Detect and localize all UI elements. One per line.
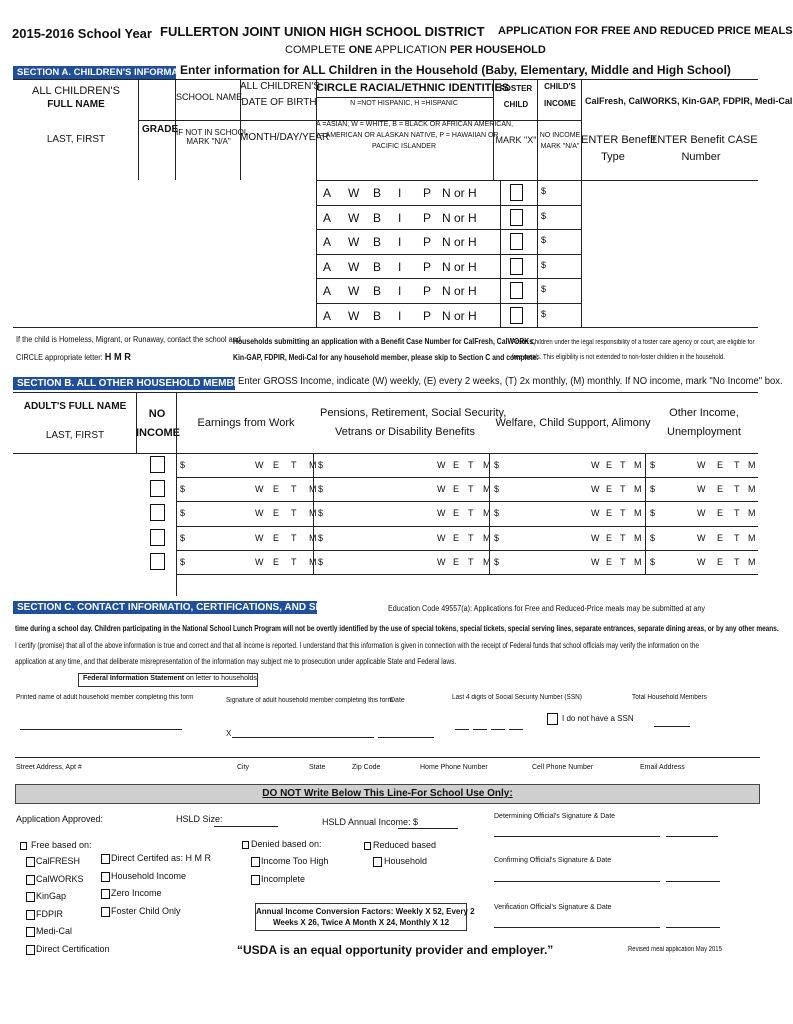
freq-e[interactable]: E <box>273 556 280 567</box>
label-incomplete: Incomplete <box>261 874 306 884</box>
income-dollar: $ <box>650 508 656 519</box>
label-reduced-household: Household <box>384 856 428 866</box>
row-divider <box>316 303 581 304</box>
label-income-too-high: Income Too High <box>261 856 329 866</box>
freq-w[interactable]: W <box>255 532 264 543</box>
freq-e[interactable]: E <box>717 556 724 567</box>
label-signature: Signature of adult household member completing this form <box>226 697 393 704</box>
freq-t[interactable]: T <box>291 460 297 470</box>
ethnicity-choice[interactable]: N or H <box>442 284 477 298</box>
foster-checkbox[interactable] <box>510 258 523 275</box>
foster-checkbox[interactable] <box>510 209 523 226</box>
freq-m[interactable]: M <box>748 484 756 495</box>
certify-line-2: application at any time, and that deliberate misrepresentation of the information may subject me to prosecution under applicable State and Federal laws. <box>15 657 457 666</box>
row-divider <box>316 205 581 206</box>
freq-t[interactable]: T <box>734 508 740 519</box>
foster-col-border <box>537 180 538 327</box>
label-ssn: Last 4 digits of Social Security Number (SSN) <box>452 694 582 701</box>
ethnicity-choice[interactable]: N or H <box>442 235 477 249</box>
income-dollar: $ <box>180 460 186 470</box>
row-divider <box>316 254 581 255</box>
education-code-cont: time during a school day. Children participating in the National School Lunch Program will not be overtly identified by the use of special tokens, special tickets, special serving lines, separate entrances, separate dining areas, or by any other means. <box>15 624 779 633</box>
label-free-based: Free based on: <box>31 840 92 850</box>
freq-w[interactable]: W <box>697 508 706 519</box>
freq-t[interactable]: T <box>620 460 626 470</box>
freq-m[interactable]: M <box>309 484 317 495</box>
freq-e[interactable]: E <box>273 484 280 495</box>
freq-m[interactable]: M <box>309 556 317 567</box>
income-col-border <box>313 550 314 574</box>
det-date-line[interactable] <box>666 836 718 837</box>
hh-income-checkbox[interactable] <box>101 872 110 882</box>
race-letter-b[interactable]: B <box>373 186 382 200</box>
label-street: Street Address, Apt # <box>16 764 82 771</box>
label-foster-only: Foster Child Only <box>111 906 181 916</box>
total-members-line[interactable] <box>654 726 690 727</box>
label-denied-based: Denied based on: <box>251 839 322 849</box>
income-col-border <box>313 477 314 501</box>
conf-date-line[interactable] <box>666 881 720 882</box>
section-a-instruction: Enter information for ALL Children in the Household (Baby, Elementary, Middle and High School) <box>180 63 731 77</box>
conversion-factors-box: Annual Income Conversion Factors: Weekly X 52, Every 2 Weeks X 26, Twice A Month X 24, Monthly X 12 <box>255 903 467 931</box>
income-dollar: $ <box>318 460 324 470</box>
child-income-dollar: $ <box>541 210 547 221</box>
no-income-checkbox[interactable] <box>150 480 165 497</box>
revised-note: Revised meal application May 2015 <box>628 946 722 953</box>
race-letter-b[interactable]: B <box>373 308 382 323</box>
row-divider <box>176 501 758 502</box>
col-earnings: Earnings from Work <box>197 417 295 429</box>
race-letter-a[interactable]: A <box>323 284 332 298</box>
income-dollar: $ <box>318 508 324 519</box>
freq-e[interactable]: E <box>273 460 280 470</box>
income-dollar: $ <box>180 484 186 495</box>
race-letter-a[interactable]: A <box>323 186 332 200</box>
income-dollar: $ <box>650 484 656 495</box>
freq-w[interactable]: W <box>255 556 264 567</box>
signature-x: X <box>226 729 232 738</box>
col-race: CIRCLE RACIAL/ETHNIC IDENTITIES N =NOT HISPANIC, H =HISPANIC A =ASIAN, W = WHITE, B = BLACK OR AFRICAN AMERICAN, I = AMERICAN OR ALASKAN NATIVE, P = HAWAIIAN OR PACIFIC ISLANDER <box>316 82 514 150</box>
ssn-digit-3[interactable] <box>491 729 505 730</box>
label-zip: Zip Code <box>352 764 381 771</box>
no-ssn-checkbox[interactable] <box>547 713 558 725</box>
freq-e[interactable]: E <box>606 532 613 543</box>
note-foster: Foster Children under the legal responsibility of a foster care agency or court, are eligible for free meals. This eligibility is not extended to non-foster children in the household. <box>512 339 755 361</box>
freq-e[interactable]: E <box>453 556 460 567</box>
hsld-size-line[interactable] <box>214 826 278 827</box>
hmr-letters: H M R <box>104 352 131 363</box>
income-col-border <box>489 526 490 550</box>
district-name: FULLERTON JOINT UNION HIGH SCHOOL DISTRICT <box>160 24 485 39</box>
label-no-ssn: I do not have a SSN <box>562 714 634 723</box>
freq-m[interactable]: M <box>483 556 491 567</box>
label-hsld-size: HSLD Size: <box>176 814 223 824</box>
freq-e[interactable]: E <box>606 556 613 567</box>
freq-w[interactable]: W <box>255 460 264 470</box>
race-letter-w[interactable]: W <box>348 210 360 225</box>
income-dollar: $ <box>318 532 324 543</box>
freq-w[interactable]: W <box>591 484 600 495</box>
col-no-income: NO INCOME <box>136 408 180 439</box>
income-col-border <box>313 501 314 525</box>
freq-w[interactable]: W <box>437 508 446 519</box>
col-pensions: Pensions, Retirement, Social Security, Vetrans or Disability Benefits <box>320 407 507 438</box>
race-letter-p[interactable]: P <box>423 259 432 274</box>
section-c-bar: SECTION C. CONTACT INFORMATIO, CERTIFICATIONS, AND SIGNATURE: <box>13 601 317 614</box>
race-letter-i[interactable]: I <box>398 259 402 274</box>
freq-t[interactable]: T <box>620 484 626 495</box>
income-dollar: $ <box>650 460 656 470</box>
freq-e[interactable]: E <box>453 532 460 543</box>
row-divider <box>316 278 581 279</box>
ver-sig-line[interactable] <box>494 927 660 928</box>
freq-e[interactable]: E <box>606 508 613 519</box>
label-conf-sig: Confirming Official's Signature & Date <box>494 857 612 864</box>
income-dollar: $ <box>494 460 500 470</box>
col-school-name: SCHOOL NAME IF NOT IN SCHOOL MARK "N/A" <box>176 92 249 146</box>
col-foster: FOSTER CHILD MARK "X" <box>495 84 537 145</box>
label-free-kingap: KinGap <box>36 891 67 901</box>
income-col-border <box>489 550 490 574</box>
freq-m[interactable]: M <box>748 460 756 470</box>
race-letter-i[interactable]: I <box>398 186 402 200</box>
ethnicity-choice[interactable]: N or H <box>442 186 477 200</box>
income-col-border <box>645 550 646 574</box>
income-col-border <box>489 477 490 501</box>
freq-e[interactable]: E <box>453 460 460 470</box>
income-col-border <box>645 526 646 550</box>
freq-m[interactable]: M <box>483 508 491 519</box>
row-divider <box>176 526 758 527</box>
race-letter-b[interactable]: B <box>373 235 382 249</box>
race-col-border <box>316 180 317 327</box>
date-line[interactable] <box>378 737 434 738</box>
school-year: 2015-2016 School Year <box>12 26 152 41</box>
child-income-dollar: $ <box>541 235 547 245</box>
free-kingap-checkbox[interactable] <box>26 892 35 902</box>
race-letter-w[interactable]: W <box>348 308 360 323</box>
reduced-household-checkbox[interactable] <box>373 857 382 867</box>
section-a-bar: SECTION A. CHILDREN'S INFORMATION: <box>13 66 176 79</box>
freq-m[interactable]: M <box>483 460 491 470</box>
signature-line[interactable] <box>232 737 374 738</box>
no-income-checkbox[interactable] <box>150 553 165 570</box>
freq-m[interactable]: M <box>634 484 642 495</box>
income-dollar: $ <box>180 508 186 519</box>
foster-checkbox[interactable] <box>510 233 523 250</box>
freq-e[interactable]: E <box>717 508 724 519</box>
race-letter-w[interactable]: W <box>348 284 360 298</box>
race-letter-a[interactable]: A <box>323 259 332 274</box>
free-direct-certification-checkbox[interactable] <box>26 945 35 955</box>
printed-name-line[interactable] <box>20 729 182 730</box>
income-dollar: $ <box>650 532 656 543</box>
reduced-checkbox[interactable] <box>364 842 371 850</box>
race-letter-a[interactable]: A <box>323 235 332 249</box>
race-letter-p[interactable]: P <box>423 284 432 298</box>
race-letter-w[interactable]: W <box>348 259 360 274</box>
freq-w[interactable]: W <box>697 556 706 567</box>
label-ver-sig: Verification Official's Signature & Date <box>494 904 612 911</box>
det-sig-line[interactable] <box>494 836 660 837</box>
freq-m[interactable]: M <box>483 484 491 495</box>
race-letter-p[interactable]: P <box>423 235 432 249</box>
freq-t[interactable]: T <box>734 532 740 543</box>
col-benefit-type: ENTER Benefit Type <box>581 134 656 163</box>
federal-info-box: Federal Information Statement on letter to households <box>78 673 258 687</box>
income-dollar: $ <box>650 556 656 567</box>
incomplete-checkbox[interactable] <box>251 875 260 885</box>
label-home-phone: Home Phone Number <box>420 764 488 771</box>
col-adult-name: ADULT'S FULL NAME LAST, FIRST <box>23 401 127 441</box>
free-calworks-checkbox[interactable] <box>26 875 35 885</box>
freq-w[interactable]: W <box>437 532 446 543</box>
income-dollar: $ <box>494 508 500 519</box>
income-col-border <box>645 501 646 525</box>
no-income-checkbox[interactable] <box>150 456 165 473</box>
freq-t[interactable]: T <box>291 508 297 519</box>
direct-cert-checkbox[interactable] <box>101 854 110 864</box>
col-welfare: Welfare, Child Support, Alimony <box>495 417 651 429</box>
race-letter-p[interactable]: P <box>423 186 432 200</box>
freq-e[interactable]: E <box>606 484 613 495</box>
freq-w[interactable]: W <box>437 556 446 567</box>
school-use-bar: DO NOT Write Below This Line-For School Use Only: <box>15 784 760 804</box>
freq-t[interactable]: T <box>734 460 740 470</box>
freq-t[interactable]: T <box>620 508 626 519</box>
income-dollar: $ <box>494 532 500 543</box>
child-income-dollar: $ <box>541 259 547 270</box>
ver-date-line[interactable] <box>666 927 720 928</box>
freq-w[interactable]: W <box>591 532 600 543</box>
label-printed-name: Printed name of adult household member completing this form <box>16 694 194 701</box>
label-zero-income: Zero Income <box>111 888 162 898</box>
freq-t[interactable]: T <box>468 508 474 519</box>
freq-t[interactable]: T <box>468 484 474 495</box>
usda-statement: “USDA is an equal opportunity provider and employer.” <box>237 943 554 957</box>
freq-e[interactable]: E <box>717 532 724 543</box>
child-income-dollar: $ <box>541 186 547 196</box>
income-col-border <box>489 453 490 477</box>
label-city: City <box>237 764 250 771</box>
freq-e[interactable]: E <box>453 508 460 519</box>
income-dollar: $ <box>180 556 186 567</box>
freq-e[interactable]: E <box>453 484 460 495</box>
col-grade: GRADE <box>142 124 179 135</box>
col-other-income: Other Income, Unemployment <box>667 407 741 438</box>
freq-m[interactable]: M <box>309 460 317 470</box>
freq-t[interactable]: T <box>291 484 297 495</box>
foster-checkbox[interactable] <box>510 184 523 201</box>
freq-m[interactable]: M <box>634 460 642 470</box>
section-b-bar: SECTION B. ALL OTHER HOUSEHOLD MEMBERS: <box>13 377 235 390</box>
label-cell-phone: Cell Phone Number <box>532 764 594 771</box>
freq-m[interactable]: M <box>748 556 756 567</box>
race-letter-i[interactable]: I <box>398 210 402 225</box>
label-approved: Application Approved: <box>16 814 104 824</box>
race-letter-a[interactable]: A <box>323 210 332 225</box>
race-letter-i[interactable]: I <box>398 235 402 249</box>
income-col-border <box>645 453 646 477</box>
certify-line-1: I certify (promise) that all of the above information is true and correct and that all income is reported. I understand that this information is given in connection with the receipt of Federal funds that school officials may verify the information on the <box>15 641 699 650</box>
row-divider <box>176 477 758 478</box>
foster-checkbox[interactable] <box>510 282 523 299</box>
race-letter-i[interactable]: I <box>398 284 402 298</box>
free-calfresh-checkbox[interactable] <box>26 857 35 867</box>
label-free-fdpir: FDPIR <box>36 908 63 919</box>
income-dollar: $ <box>494 556 500 567</box>
freq-w[interactable]: W <box>591 556 600 567</box>
freq-w[interactable]: W <box>697 484 706 495</box>
ethnicity-choice[interactable]: N or H <box>442 259 477 274</box>
label-hh-income: Household Income <box>111 871 187 881</box>
race-letter-w[interactable]: W <box>348 186 360 200</box>
income-col-border <box>489 501 490 525</box>
freq-w[interactable]: W <box>591 508 600 519</box>
freq-e[interactable]: E <box>717 484 724 495</box>
freq-w[interactable]: W <box>697 460 706 470</box>
freq-m[interactable]: M <box>483 532 491 543</box>
freq-t[interactable]: T <box>468 460 474 470</box>
freq-t[interactable]: T <box>468 532 474 543</box>
label-email: Email Address <box>640 764 685 771</box>
free-based-checkbox[interactable] <box>20 842 27 850</box>
form-title: APPLICATION FOR FREE AND REDUCED PRICE MEALS <box>498 25 793 37</box>
form-subtitle: COMPLETE ONE APPLICATION PER HOUSEHOLD <box>285 44 546 56</box>
col-benefit-programs: CalFresh, CalWORKS, Kin-GAP, FDPIR, Medi-Cal <box>585 96 793 106</box>
freq-w[interactable]: W <box>437 460 446 470</box>
income-dollar: $ <box>318 484 324 495</box>
freq-e[interactable]: E <box>606 460 613 470</box>
label-free-medi-cal: Medi-Cal <box>36 926 73 936</box>
conf-sig-line[interactable] <box>494 881 660 882</box>
foster-only-checkbox[interactable] <box>101 907 110 917</box>
ssn-digit-4[interactable] <box>509 729 523 730</box>
col-benefit-case: ENTER Benefit CASE Number <box>650 134 758 163</box>
freq-t[interactable]: T <box>468 556 474 567</box>
income-col-border <box>313 453 314 477</box>
label-free-direct-certification: Direct Certification <box>36 943 110 954</box>
eth-col-border <box>500 180 501 327</box>
race-letter-b[interactable]: B <box>373 284 382 298</box>
ssn-digit-1[interactable] <box>455 729 469 730</box>
label-free-calworks: CalWORKS <box>36 873 84 884</box>
child-income-dollar: $ <box>541 284 547 294</box>
section-b-instruction: Enter GROSS Income, indicate (W) weekly, (E) every 2 weeks, (T) 2x monthly, (M) monthly. If NO income, mark "No Income" box. <box>238 376 783 387</box>
address-line[interactable] <box>15 757 760 758</box>
income-dollar: $ <box>180 532 186 543</box>
freq-w[interactable]: W <box>591 460 600 470</box>
freq-m[interactable]: M <box>634 508 642 519</box>
label-date: Date <box>390 697 405 704</box>
free-fdpir-checkbox[interactable] <box>26 910 35 920</box>
ethnicity-choice[interactable]: N or H <box>442 308 477 323</box>
ssn-digit-2[interactable] <box>473 729 487 730</box>
freq-e[interactable]: E <box>273 508 280 519</box>
income-dollar: $ <box>494 484 500 495</box>
race-letter-w[interactable]: W <box>348 235 360 249</box>
foster-checkbox[interactable] <box>510 307 523 324</box>
row-divider <box>176 574 758 575</box>
row-divider <box>176 550 758 551</box>
income-too-high-checkbox[interactable] <box>251 857 260 867</box>
freq-t[interactable]: T <box>291 532 297 543</box>
zero-income-checkbox[interactable] <box>101 889 110 899</box>
freq-t[interactable]: T <box>734 556 740 567</box>
race-letter-i[interactable]: I <box>398 308 402 323</box>
freq-m[interactable]: M <box>748 532 756 543</box>
note-benefit-skip: Households submitting an application with a Benefit Case Number for CalFresh, CalWORKs, Kin-GAP, FDPIR, Medi-Cal for any household member, please skip to Section C and complete. <box>233 337 539 362</box>
child-income-dollar: $ <box>541 308 547 319</box>
freq-t[interactable]: T <box>620 556 626 567</box>
freq-w[interactable]: W <box>697 532 706 543</box>
income-dollar: $ <box>318 556 324 567</box>
no-income-checkbox[interactable] <box>150 529 165 546</box>
note-homeless: If the child is Homeless, Migrant, or Runaway, contact the school and CIRCLE appropriate letter: H M R <box>16 335 241 363</box>
race-letter-b[interactable]: B <box>373 210 382 225</box>
label-state: State <box>309 764 326 771</box>
race-letter-p[interactable]: P <box>423 210 432 225</box>
freq-m[interactable]: M <box>309 508 317 519</box>
freq-e[interactable]: E <box>273 532 280 543</box>
ethnicity-choice[interactable]: N or H <box>442 210 477 225</box>
col-child-name: ALL CHILDREN'S FULL NAME LAST, FIRST <box>32 85 120 145</box>
freq-m[interactable]: M <box>309 532 317 543</box>
label-free-calfresh: CalFRESH <box>36 856 81 866</box>
hsld-income-line[interactable] <box>398 828 458 829</box>
freq-m[interactable]: M <box>748 508 756 519</box>
freq-w[interactable]: W <box>437 484 446 495</box>
freq-e[interactable]: E <box>717 460 724 470</box>
income-col-border <box>645 477 646 501</box>
race-letter-a[interactable]: A <box>323 308 332 323</box>
freq-m[interactable]: M <box>634 556 642 567</box>
income-col-border <box>313 526 314 550</box>
row-divider <box>316 229 581 230</box>
education-code: Education Code 49557(a): Applications for Free and Reduced-Price meals may be submitted at any <box>388 604 705 613</box>
label-det-sig: Determining Official's Signature & Date <box>494 813 616 820</box>
col-child-income: CHILD'S INCOME NO INCOME MARK "N/A" <box>539 82 581 150</box>
denied-checkbox[interactable] <box>242 841 249 849</box>
label-total-members: Total Household Members <box>632 694 707 701</box>
freq-t[interactable]: T <box>291 556 297 567</box>
col-dob: ALL CHILDREN'S DATE OF BIRTH MONTH/DAY/YEAR <box>240 81 330 143</box>
label-reduced-based: Reduced based <box>373 840 437 850</box>
freq-w[interactable]: W <box>255 484 264 495</box>
no-income-checkbox[interactable] <box>150 504 165 521</box>
freq-m[interactable]: M <box>634 532 642 543</box>
label-hsld-income: HSLD Annual Income: $ <box>322 817 419 827</box>
race-letter-p[interactable]: P <box>423 308 432 323</box>
free-medi-cal-checkbox[interactable] <box>26 927 35 937</box>
freq-t[interactable]: T <box>734 484 740 495</box>
freq-t[interactable]: T <box>620 532 626 543</box>
race-letter-b[interactable]: B <box>373 259 382 274</box>
freq-w[interactable]: W <box>255 508 264 519</box>
label-direct-cert: Direct Certifed as: H M R <box>111 853 212 863</box>
income-col-border <box>581 180 582 327</box>
